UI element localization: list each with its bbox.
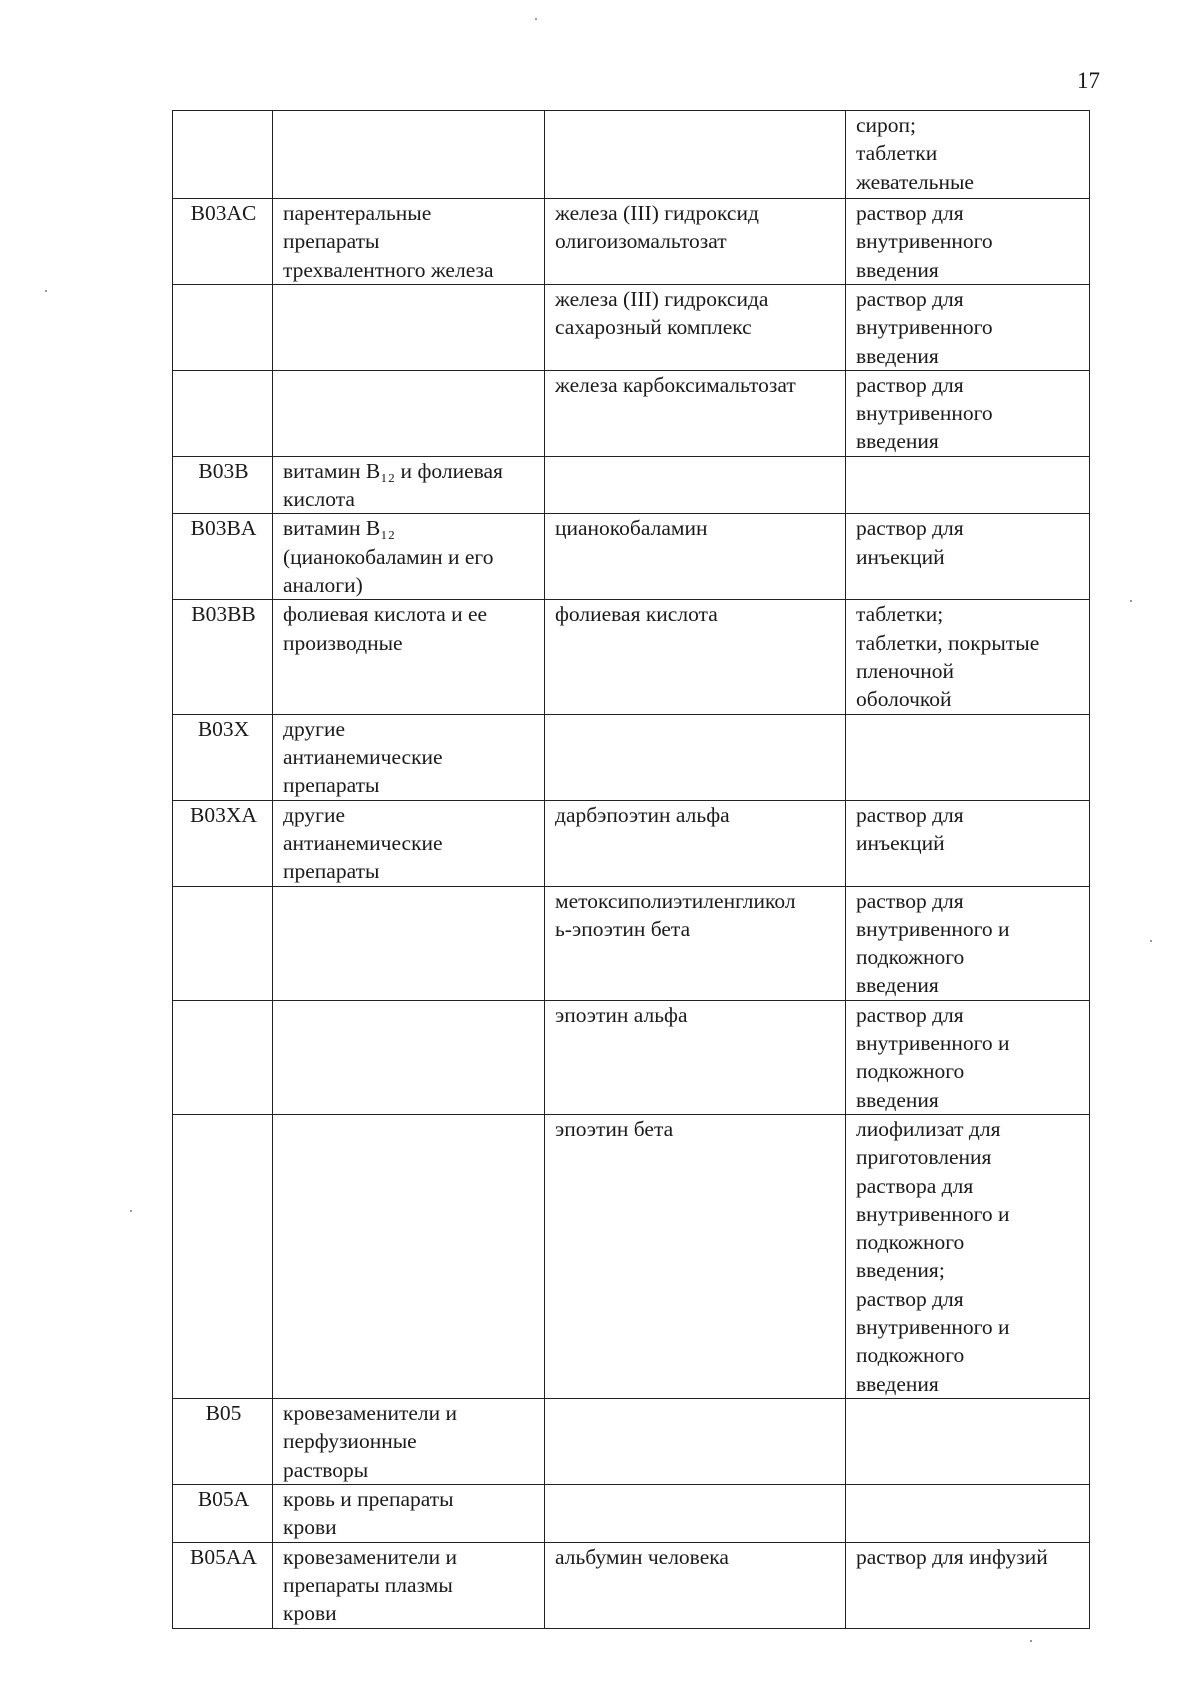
page-number: 17: [1077, 68, 1100, 93]
atc-code-cell: B05: [173, 1398, 273, 1484]
dosage-form-cell: [846, 456, 1090, 514]
drug-name-cell: [545, 1398, 846, 1484]
dosage-form-cell: раствор для внутривенного введения: [846, 370, 1090, 456]
table-row: [173, 1114, 1090, 1398]
table-row: [173, 714, 1090, 800]
table-row: [173, 886, 1090, 1000]
table-row: [173, 111, 1090, 199]
atc-code-cell: B03B: [173, 456, 273, 514]
scan-speck: [1130, 600, 1132, 602]
dosage-form-cell: раствор для инъекций: [846, 800, 1090, 886]
dosage-form-cell: [846, 1398, 1090, 1484]
atc-code-cell: B05AA: [173, 1542, 273, 1628]
group-name-cell: [273, 886, 545, 1000]
group-name-cell: кровезаменители и перфузионные растворы: [273, 1398, 545, 1484]
group-name-cell: [273, 370, 545, 456]
group-name-cell: кровезаменители и препараты плазмы крови: [273, 1542, 545, 1628]
drug-name-cell: железа карбоксимальтозат: [545, 370, 846, 456]
scan-speck: [1030, 1640, 1032, 1642]
drug-name-cell: железа (III) гидроксида сахарозный комплекс: [545, 285, 846, 371]
group-name-cell: фолиевая кислота и ее производные: [273, 600, 545, 714]
group-name-cell: другие антианемические препараты: [273, 800, 545, 886]
group-name-cell: кровь и препараты крови: [273, 1484, 545, 1542]
group-name-cell: витамин B₁₂ (цианокобаламин и его аналоги): [273, 514, 545, 600]
atc-code-cell: [173, 285, 273, 371]
atc-code-cell: [173, 1000, 273, 1114]
atc-code-cell: B03AC: [173, 199, 273, 285]
drug-name-cell: [545, 111, 846, 199]
group-name-cell: другие антианемические препараты: [273, 714, 545, 800]
table-row: [173, 285, 1090, 371]
drug-name-cell: железа (III) гидроксид олигоизомальтозат: [545, 199, 846, 285]
dosage-form-cell: лиофилизат для приготовления раствора для внутривенного и подкожного введения; раствор для внутривенного и подкожного введения: [846, 1114, 1090, 1398]
group-name-cell: [273, 1114, 545, 1398]
table-row: [173, 199, 1090, 285]
table-row: [173, 456, 1090, 514]
table-row: [173, 1000, 1090, 1114]
atc-code-cell: B03XA: [173, 800, 273, 886]
drug-name-cell: [545, 456, 846, 514]
table-row: [173, 800, 1090, 886]
atc-code-cell: [173, 111, 273, 199]
scan-speck: [45, 290, 47, 292]
dosage-form-cell: сироп; таблетки жевательные: [846, 111, 1090, 199]
atc-code-cell: [173, 1114, 273, 1398]
table-row: [173, 370, 1090, 456]
group-name-cell: [273, 111, 545, 199]
dosage-form-cell: раствор для инфузий: [846, 1542, 1090, 1628]
drug-name-cell: альбумин человека: [545, 1542, 846, 1628]
group-name-cell: [273, 1000, 545, 1114]
table-row: [173, 1398, 1090, 1484]
dosage-form-cell: раствор для инъекций: [846, 514, 1090, 600]
group-name-cell: витамин B₁₂ и фолиевая кислота: [273, 456, 545, 514]
group-name-cell: [273, 285, 545, 371]
drug-name-cell: дарбэпоэтин альфа: [545, 800, 846, 886]
drug-table: [172, 110, 1090, 1629]
drug-name-cell: [545, 1484, 846, 1542]
dosage-form-cell: раствор для внутривенного и подкожного введения: [846, 1000, 1090, 1114]
table-row: [173, 600, 1090, 714]
drug-name-cell: фолиевая кислота: [545, 600, 846, 714]
dosage-form-cell: раствор для внутривенного введения: [846, 199, 1090, 285]
dosage-form-cell: таблетки; таблетки, покрытые пленочной оболочкой: [846, 600, 1090, 714]
table-row: [173, 1484, 1090, 1542]
drug-name-cell: эпоэтин альфа: [545, 1000, 846, 1114]
atc-code-cell: [173, 886, 273, 1000]
table-row: [173, 1542, 1090, 1628]
atc-code-cell: B03BB: [173, 600, 273, 714]
scan-speck: [535, 18, 537, 20]
scan-speck: [130, 1210, 132, 1212]
atc-code-cell: B05A: [173, 1484, 273, 1542]
atc-code-cell: B03BA: [173, 514, 273, 600]
drug-name-cell: эпоэтин бета: [545, 1114, 846, 1398]
drug-name-cell: цианокобаламин: [545, 514, 846, 600]
table-row: [173, 514, 1090, 600]
atc-code-cell: [173, 370, 273, 456]
dosage-form-cell: раствор для внутривенного и подкожного введения: [846, 886, 1090, 1000]
drug-name-cell: [545, 714, 846, 800]
dosage-form-cell: [846, 714, 1090, 800]
scan-speck: [1150, 940, 1152, 942]
dosage-form-cell: [846, 1484, 1090, 1542]
group-name-cell: парентеральные препараты трехвалентного железа: [273, 199, 545, 285]
atc-code-cell: B03X: [173, 714, 273, 800]
drug-name-cell: метоксиполиэтиленгликол ь-эпоэтин бета: [545, 886, 846, 1000]
dosage-form-cell: раствор для внутривенного введения: [846, 285, 1090, 371]
